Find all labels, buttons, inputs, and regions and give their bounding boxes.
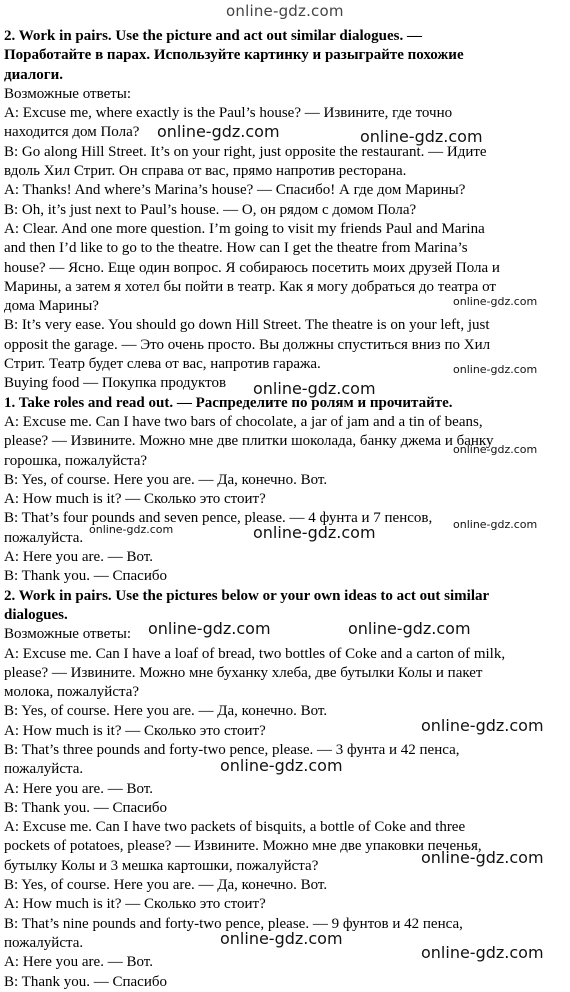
text-line: горошка, пожалуйста? (4, 452, 148, 469)
text-line: B: That’s four pounds and seven pence, please. — 4 фунта и 7 пенсов, (4, 510, 433, 527)
text-line: Стрит. Театр будет слева от вас, напротив гаража. (4, 356, 321, 373)
watermark: online-gdz.com (421, 716, 544, 735)
watermark: online-gdz.com (360, 127, 483, 146)
text-line: A: How much is it? — Сколько это стоит? (4, 491, 266, 508)
text-line: дома Марины? (4, 298, 99, 315)
watermark: online-gdz.com (348, 619, 471, 638)
text-line: A: Excuse me. Can I have a loaf of bread, two bottles of Coke and a carton of milk, (4, 645, 506, 662)
text-line: пожалуйста. (4, 761, 84, 778)
watermark-top: online-gdz.com (226, 2, 344, 20)
text-line: пожалуйста. (4, 934, 84, 951)
watermark: online-gdz.com (148, 619, 271, 638)
watermark: online-gdz.com (453, 295, 538, 308)
text-line: пожалуйста. (4, 529, 84, 546)
text-line: B: Thank you. — Спасибо (4, 973, 167, 990)
text-line: A: How much is it? — Сколько это стоит? (4, 896, 266, 913)
text-line: вдоль Хил Стрит. Он справа от вас, прямо напротив ресторана. (4, 163, 407, 180)
watermark: online-gdz.com (453, 518, 538, 531)
text-line: бутылку Колы и 3 мешка картошки, пожалуйста? (4, 857, 319, 874)
text-line: Возможные ответы: (4, 85, 132, 102)
watermark: online-gdz.com (220, 756, 343, 775)
text-line: house? — Ясно. Еще один вопрос. Я собираюсь посетить моих друзей Пола и (4, 259, 500, 276)
text-line: A: How much is it? — Сколько это стоит? (4, 722, 266, 739)
text-line: B: Yes, of course. Here you are. — Да, конечно. Вот. (4, 703, 328, 720)
watermark: online-gdz.com (453, 363, 538, 376)
heading-line: 2. Work in pairs. Use the pictures below or your own ideas to act out similar (4, 587, 490, 604)
text-line: please? — Извините. Можно мне буханку хлеба, две бутылки Колы и пакет (4, 664, 483, 681)
watermark: online-gdz.com (421, 848, 544, 867)
text-line: находится дом Пола? (4, 124, 140, 141)
text-line: pockets of potatoes, please? — Извините. Можно мне две упаковки печенья, (4, 838, 482, 855)
heading-line: 2. Work in pairs. Use the picture and act out similar dialogues. — (4, 28, 422, 44)
watermark: online-gdz.com (253, 379, 376, 398)
heading-line: dialogues. (4, 606, 68, 623)
watermark: online-gdz.com (253, 523, 376, 542)
text-line: A: Here you are. — Вот. (4, 549, 153, 566)
text-line: A: Thanks! And where’s Marina’s house? — Спасибо! А где дом Марины? (4, 182, 466, 199)
text-line: B: That’s nine pounds and forty-two pence, please. — 9 фунтов и 42 пенса, (4, 915, 463, 932)
text-line: A: Here you are. — Вот. (4, 954, 153, 971)
text-line: B: It’s very ease. You should go down Hill Street. The theatre is on your left, just (4, 317, 490, 334)
heading-line: диалоги. (4, 66, 63, 83)
watermark: online-gdz.com (157, 122, 280, 141)
text-line: B: Thank you. — Спасибо (4, 799, 167, 816)
text-line: Возможные ответы: (4, 626, 132, 643)
text-line: B: Oh, it’s just next to Paul’s house. — О, он рядом с домом Пола? (4, 201, 417, 218)
text-line: Марины, а затем я хотел бы пойти в театр. Как я могу добраться до театра от (4, 278, 496, 295)
heading-line: Поработайте в парах. Используйте картинку и разыграйте похожие (4, 47, 464, 64)
text-line: B: Go along Hill Street. It’s on your right, just opposite the restaurant. — Идите (4, 143, 487, 160)
watermark: online-gdz.com (421, 943, 544, 962)
text-line: B: Yes, of course. Here you are. — Да, конечно. Вот. (4, 471, 328, 488)
heading-line: 1. Take roles and read out. — Распределите по ролям и прочитайте. (4, 394, 453, 411)
text-line: B: That’s three pounds and forty-two pence, please. — 3 фунта и 42 пенса, (4, 741, 460, 758)
text-line: opposit the garage. — Это очень просто. Вы должны спуститься вниз по Хил (4, 336, 491, 353)
watermark: online-gdz.com (453, 443, 538, 456)
text-line: A: Excuse me. Can I have two packets of bisquits, a bottle of Coke and three (4, 819, 466, 836)
text-line: B: Thank you. — Спасибо (4, 568, 167, 585)
text-line: please? — Извините. Можно мне две плитки шоколада, банку джема и банку (4, 433, 494, 450)
text-line: A: Here you are. — Вот. (4, 780, 153, 797)
watermark: online-gdz.com (89, 523, 174, 536)
text-line: A: Excuse me, where exactly is the Paul’s house? — Извините, где точно (4, 105, 453, 122)
text-line: Buying food — Покупка продуктов (4, 375, 227, 392)
text-line: A: Excuse me. Can I have two bars of chocolate, a jar of jam and a tin of beans, (4, 413, 483, 430)
text-line: молока, пожалуйста? (4, 684, 140, 701)
text-line: B: Yes, of course. Here you are. — Да, конечно. Вот. (4, 877, 328, 894)
watermark: online-gdz.com (220, 929, 343, 948)
text-line: A: Clear. And one more question. I’m going to visit my friends Paul and Marina (4, 220, 485, 237)
text-line: and then I’d like to go to the theatre. How can I get the theatre from Marina’s (4, 240, 468, 257)
